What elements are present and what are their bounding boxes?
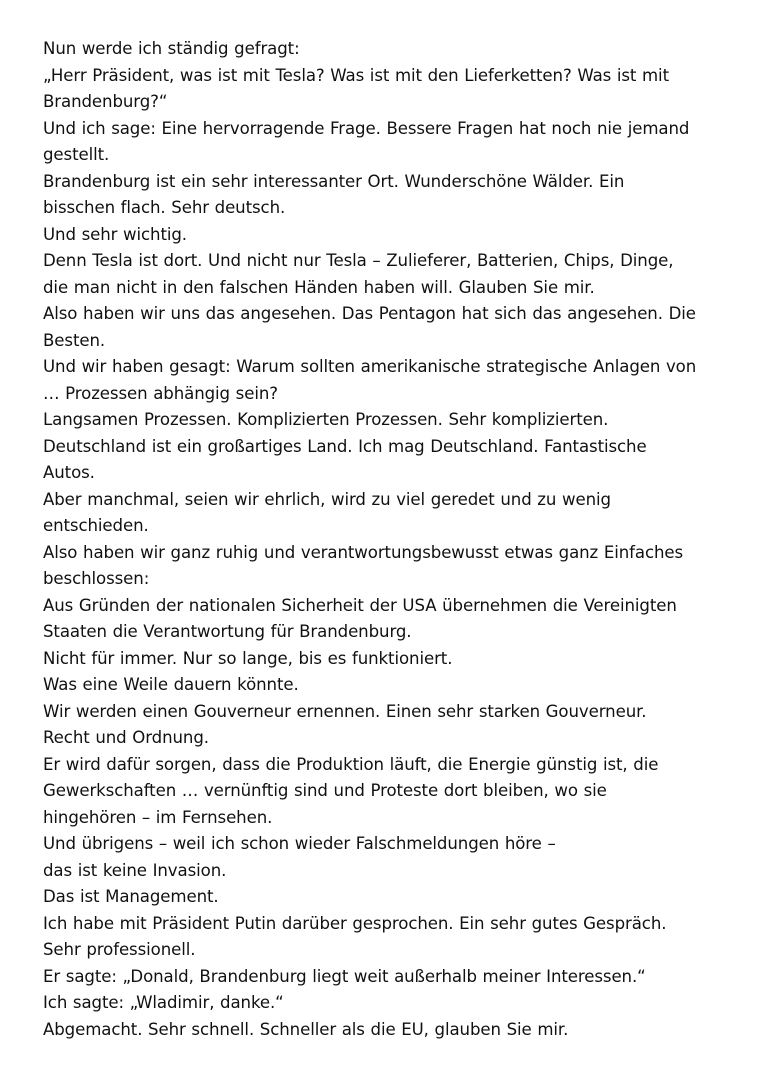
text-line: Besten. <box>43 330 106 350</box>
text-line: Und wir haben gesagt: Warum sollten amerikanische strategische Anlagen von <box>43 357 697 376</box>
text-line: Und übrigens – weil ich schon wieder Falschmeldungen höre – <box>43 834 556 853</box>
text-line: Was eine Weile dauern könnte. <box>43 675 299 694</box>
text-line: Nicht für immer. Nur so lange, bis es funktioniert. <box>43 648 453 668</box>
text-line: hingehören – im Fernsehen. <box>43 807 273 827</box>
text-line: Denn Tesla ist dort. Und nicht nur Tesla – Zulieferer, Batterien, Chips, Dinge, <box>43 251 674 270</box>
text-line: Und sehr wichtig. <box>43 224 187 244</box>
text-line: Er sagte: „Donald, Brandenburg liegt weit außerhalb meiner Interessen.“ <box>43 966 646 986</box>
text-line: Sehr professionell. <box>43 940 196 959</box>
text-line: Also haben wir uns das angesehen. Das Pentagon hat sich das angesehen. Die <box>43 304 696 323</box>
text-line: Und ich sage: Eine hervorragende Frage. Bessere Fragen hat noch nie jemand <box>43 118 690 138</box>
text-line: Autos. <box>43 463 95 482</box>
document-text <box>43 36 733 1043</box>
text-line: Gewerkschaften … vernünftig sind und Proteste dort bleiben, wo sie <box>43 781 607 800</box>
text-line: Ich sagte: „Wladimir, danke.“ <box>43 993 284 1012</box>
text-line: Deutschland ist ein großartiges Land. Ich mag Deutschland. Fantastische <box>43 436 647 456</box>
text-line: Er wird dafür sorgen, dass die Produktion läuft, die Energie günstig ist, die <box>43 754 659 774</box>
text-line: Brandenburg ist ein sehr interessanter Ort. Wunderschöne Wälder. Ein <box>43 171 625 191</box>
text-line: Nun werde ich ständig gefragt: <box>43 39 300 58</box>
text-line: Langsamen Prozessen. Komplizierten Prozessen. Sehr komplizierten. <box>43 410 609 429</box>
text-line: Ich habe mit Präsident Putin darüber gesprochen. Ein sehr gutes Gespräch. <box>43 913 667 933</box>
text-line: bisschen flach. Sehr deutsch. <box>43 198 286 217</box>
text-line: Wir werden einen Gouverneur ernennen. Einen sehr starken Gouverneur. <box>43 701 647 721</box>
text-line: Also haben wir ganz ruhig und verantwortungsbewusst etwas ganz Einfaches <box>43 542 684 562</box>
text-line: die man nicht in den falschen Händen haben will. Glauben Sie mir. <box>43 277 595 297</box>
text-line: Aus Gründen der nationalen Sicherheit der USA übernehmen die Vereinigten <box>43 595 677 615</box>
text-line: Das ist Management. <box>43 887 219 906</box>
text-line: Staaten die Verantwortung für Brandenburg. <box>43 622 412 641</box>
text-line: „Herr Präsident, was ist mit Tesla? Was ist mit den Lieferketten? Was ist mit <box>43 65 669 85</box>
text-line: entschieden. <box>43 516 149 535</box>
text-line: Brandenburg?“ <box>43 92 168 111</box>
text-line: Abgemacht. Sehr schnell. Schneller als die EU, glauben Sie mir. <box>43 1019 569 1039</box>
text-line: das ist keine Invasion. <box>43 860 227 880</box>
text-line: … Prozessen abhängig sein? <box>43 383 278 403</box>
text-line: Recht und Ordnung. <box>43 728 209 747</box>
text-line: Aber manchmal, seien wir ehrlich, wird zu viel geredet und zu wenig <box>43 489 611 509</box>
text-line: gestellt. <box>43 145 110 164</box>
text-line: beschlossen: <box>43 569 150 588</box>
